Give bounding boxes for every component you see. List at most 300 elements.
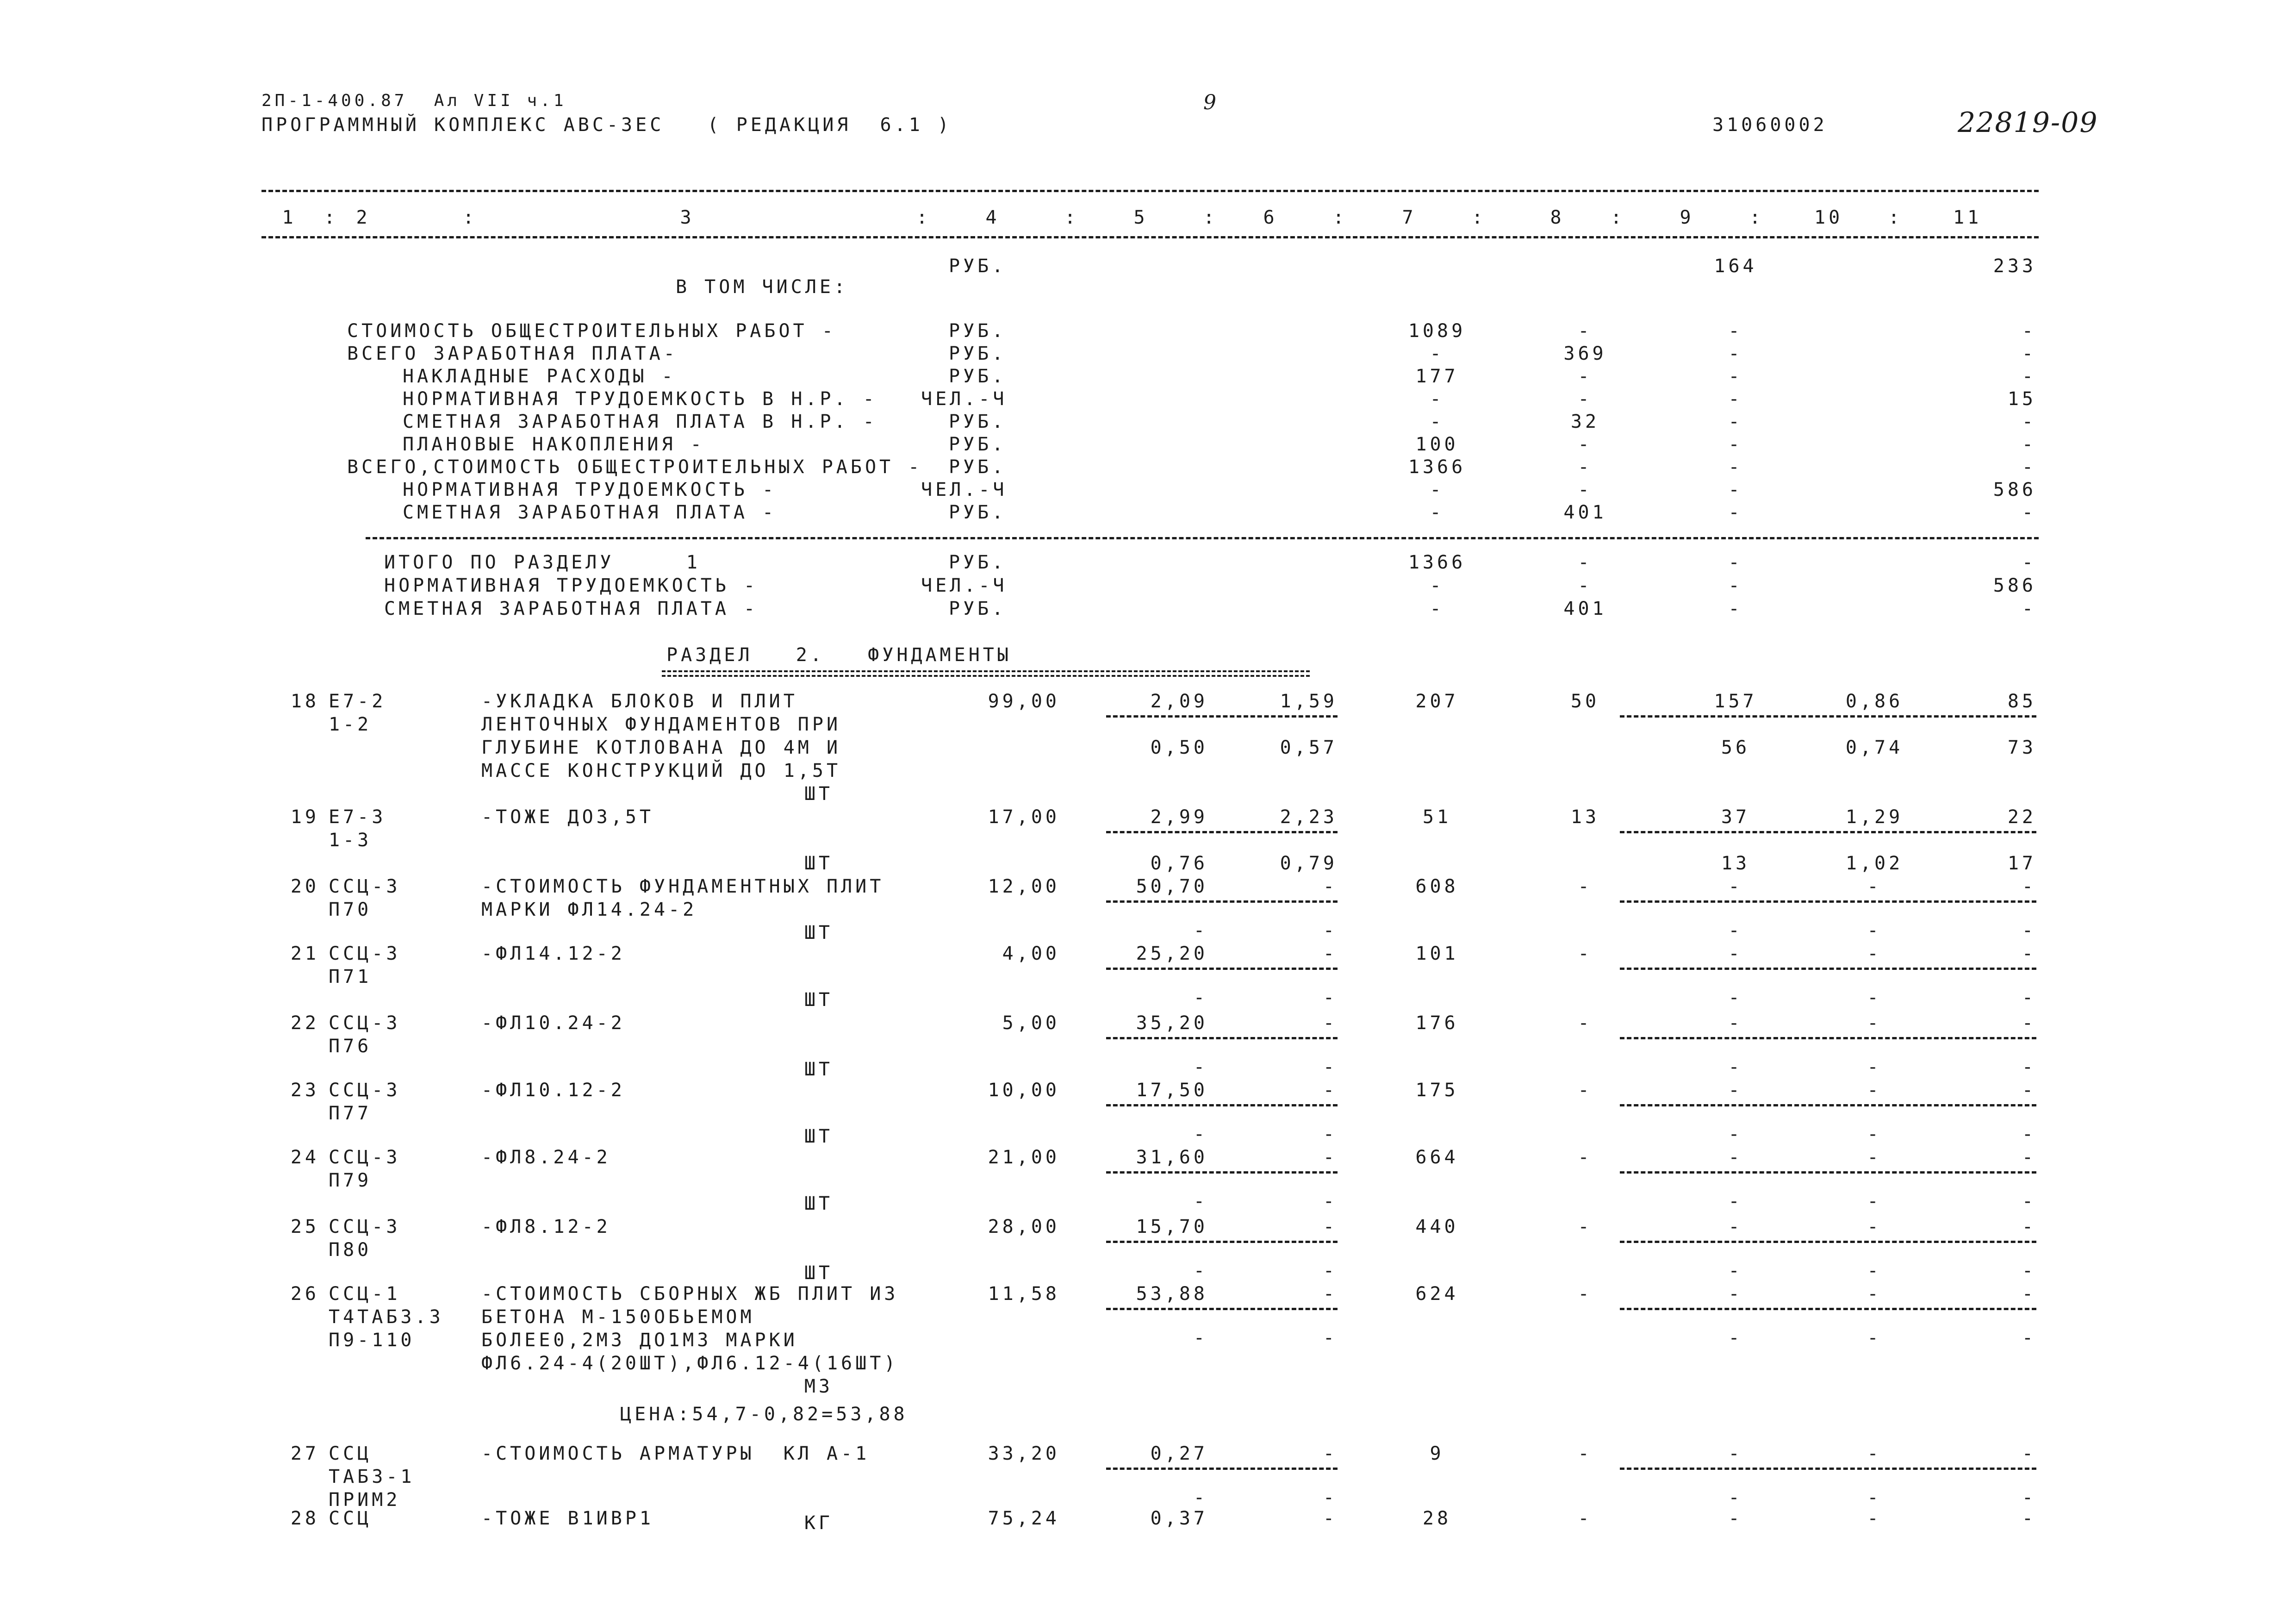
- item-col5: 2,09: [1150, 691, 1208, 712]
- item-col11: -: [2022, 1080, 2036, 1101]
- item-col5-labor: -: [1193, 1124, 1208, 1145]
- item-description: -ФЛ10.12-2: [481, 1080, 625, 1101]
- summary-col7: -: [1430, 502, 1444, 523]
- item-col5: 0,37: [1150, 1508, 1208, 1529]
- summary-col9: -: [1728, 411, 1743, 432]
- document-reference: 2П-1-400.87 Ал VII ч.1: [261, 91, 567, 110]
- item-unit: ШТ: [804, 922, 833, 943]
- summary-col9: -: [1728, 598, 1743, 619]
- item-col10: -: [1867, 1080, 1882, 1101]
- item-code: П9-110: [329, 1330, 415, 1351]
- item-code: П79: [329, 1170, 372, 1191]
- item-col5: 2,99: [1150, 806, 1208, 828]
- item-col5: 53,88: [1136, 1283, 1208, 1305]
- item-unit: ШТ: [804, 1126, 833, 1147]
- item-col5-labor: -: [1193, 1056, 1208, 1078]
- item-col6-labor: -: [1323, 1260, 1338, 1281]
- summary-col11: -: [2022, 456, 2036, 478]
- item-subtotal-rule: [1106, 1308, 1338, 1310]
- item-code: ТАБ3-1: [329, 1466, 415, 1487]
- item-col10: -: [1867, 876, 1882, 897]
- item-col10-labor: -: [1867, 1124, 1882, 1145]
- summary-col7: 1089: [1408, 320, 1466, 342]
- summary-label: СТОИМОСТЬ ОБЩЕСТРОИТЕЛЬНЫХ РАБОТ -: [347, 320, 836, 342]
- item-description: ФЛ6.24-4(20ШТ),ФЛ6.12-4(16ШТ): [481, 1353, 899, 1374]
- summary-unit: РУБ.: [949, 320, 1007, 342]
- item-col7: 664: [1415, 1147, 1459, 1168]
- summary-col9: -: [1728, 575, 1743, 596]
- item-col9-labor: -: [1728, 1260, 1743, 1281]
- item-col10-labor: 0,74: [1845, 737, 1904, 758]
- item-col8: -: [1578, 1508, 1593, 1529]
- item-col9-labor: -: [1728, 1487, 1743, 1508]
- summary-col9: -: [1728, 456, 1743, 478]
- item-col7: 608: [1415, 876, 1459, 897]
- item-col7: 101: [1415, 943, 1459, 964]
- item-col6-labor: 0,79: [1280, 853, 1338, 874]
- item-col11-labor: -: [2022, 1056, 2036, 1078]
- summary-col8: 32: [1570, 411, 1600, 432]
- item-col6: 2,23: [1280, 806, 1338, 828]
- column-separator: :: [1333, 207, 1348, 228]
- item-col10: 0,86: [1845, 691, 1904, 712]
- item-subtotal-rule: [1106, 968, 1338, 970]
- item-col11: -: [2022, 943, 2036, 964]
- summary-col9: -: [1728, 366, 1743, 387]
- item-col9-labor: -: [1728, 920, 1743, 941]
- item-col10-labor: -: [1867, 987, 1882, 1008]
- summary-unit: РУБ.: [949, 411, 1007, 432]
- item-col5: 35,20: [1136, 1012, 1208, 1034]
- item-col10: -: [1867, 943, 1882, 964]
- summary-col11: -: [2022, 320, 2036, 342]
- summary-label: НОРМАТИВНАЯ ТРУДОЕМКОСТЬ В Н.Р. -: [403, 388, 877, 410]
- item-code: ССЦ-3: [329, 1147, 401, 1168]
- item-subtotal-rule: [1106, 715, 1338, 718]
- item-col6-labor: -: [1323, 1191, 1338, 1212]
- item-code: Е7-3: [329, 806, 386, 828]
- item-col7: 28: [1422, 1508, 1452, 1529]
- item-col6: -: [1323, 1443, 1338, 1464]
- item-description: ГЛУБИНЕ КОТЛОВАНА ДО 4М И: [481, 737, 841, 758]
- item-col6: -: [1323, 1147, 1338, 1168]
- item-col11: -: [2022, 1508, 2036, 1529]
- summary-label: СМЕТНАЯ ЗАРАБОТНАЯ ПЛАТА -: [403, 502, 777, 523]
- item-col10: -: [1867, 1147, 1882, 1168]
- column-number-1: 1: [282, 207, 297, 228]
- item-description: -ФЛ8.24-2: [481, 1147, 611, 1168]
- summary-col7: 100: [1415, 434, 1459, 455]
- item-quantity: 99,00: [988, 691, 1060, 712]
- item-number: 20: [290, 876, 319, 897]
- item-code: Е7-2: [329, 691, 386, 712]
- item-description: -ФЛ14.12-2: [481, 943, 625, 964]
- item-col10-labor: -: [1867, 1487, 1882, 1508]
- item-number: 23: [290, 1080, 319, 1101]
- item-col5-labor: 0,76: [1150, 853, 1208, 874]
- item-subtotal-rule: [1106, 1171, 1338, 1174]
- section-title-underline: [662, 670, 1310, 677]
- item-col9-labor: -: [1728, 1327, 1743, 1349]
- summary-col9: -: [1728, 434, 1743, 455]
- item-subtotal-rule: [1106, 831, 1338, 833]
- item-col9: 37: [1721, 806, 1750, 828]
- item-col11-labor: -: [2022, 1327, 2036, 1349]
- item-col8: 13: [1570, 806, 1600, 828]
- column-separator: :: [1888, 207, 1903, 228]
- item-col5: 50,70: [1136, 876, 1208, 897]
- item-col11: -: [2022, 1443, 2036, 1464]
- item-col11: -: [2022, 876, 2036, 897]
- item-code: П70: [329, 899, 372, 920]
- item-col11-labor: -: [2022, 1260, 2036, 1281]
- item-col10: -: [1867, 1283, 1882, 1305]
- summary-col11: 586: [1993, 479, 2036, 500]
- item-col7: 176: [1415, 1012, 1459, 1034]
- item-col8: -: [1578, 1216, 1593, 1237]
- item-description: -СТОИМОСТЬ ФУНДАМЕНТНЫХ ПЛИТ: [481, 876, 884, 897]
- summary-col7: 177: [1415, 366, 1459, 387]
- section-title: РАЗДЕЛ 2. ФУНДАМЕНТЫ: [666, 644, 1012, 666]
- item-subtotal-rule: [1620, 1468, 2036, 1470]
- item-number: 27: [290, 1443, 319, 1464]
- summary-col11: 586: [1993, 575, 2036, 596]
- summary-unit: ЧЕЛ.-Ч: [921, 575, 1008, 596]
- column-header-rule: [261, 236, 2039, 238]
- column-separator: :: [1749, 207, 1764, 228]
- summary-label: ВСЕГО,СТОИМОСТЬ ОБЩЕСТРОИТЕЛЬНЫХ РАБОТ -: [347, 456, 923, 478]
- summary-col9: -: [1728, 479, 1743, 500]
- item-col9-labor: -: [1728, 1191, 1743, 1212]
- item-subtotal-rule: [1620, 1171, 2036, 1174]
- program-name: ПРОГРАММНЫЙ КОМПЛЕКС АВС-3ЕС ( РЕДАКЦИЯ 6.1 ): [261, 114, 952, 136]
- item-price-note: ЦЕНА:54,7-0,82=53,88: [620, 1404, 908, 1425]
- summary-col7: 1366: [1408, 456, 1466, 478]
- summary-col8: 401: [1563, 598, 1607, 619]
- item-number: 24: [290, 1147, 319, 1168]
- column-number-5: 5: [1133, 207, 1148, 228]
- item-col11-labor: -: [2022, 1191, 2036, 1212]
- summary-unit: ЧЕЛ.-Ч: [921, 388, 1008, 410]
- summary-col7: -: [1430, 479, 1444, 500]
- item-col6-labor: 0,57: [1280, 737, 1338, 758]
- item-quantity: 17,00: [988, 806, 1060, 828]
- item-col11-labor: -: [2022, 987, 2036, 1008]
- item-quantity: 10,00: [988, 1080, 1060, 1101]
- item-col8: -: [1578, 1443, 1593, 1464]
- item-unit: ШТ: [804, 1262, 833, 1284]
- column-separator: :: [1203, 207, 1218, 228]
- summary-col8: 369: [1563, 343, 1607, 364]
- item-code: Т4ТАБ3.3: [329, 1306, 444, 1328]
- item-col8: -: [1578, 1147, 1593, 1168]
- item-col9-labor: -: [1728, 987, 1743, 1008]
- item-subtotal-rule: [1106, 1241, 1338, 1243]
- item-col9-labor: 56: [1721, 737, 1750, 758]
- first-total-col9: 164: [1714, 256, 1757, 277]
- item-subtotal-rule: [1620, 900, 2036, 903]
- item-quantity: 4,00: [1002, 943, 1060, 964]
- item-col8: -: [1578, 876, 1593, 897]
- item-col7: 175: [1415, 1080, 1459, 1101]
- item-unit: М3: [804, 1376, 833, 1397]
- summary-label: ВСЕГО ЗАРАБОТНАЯ ПЛАТА-: [347, 343, 678, 364]
- item-col5-labor: -: [1193, 1260, 1208, 1281]
- item-code: ССЦ-3: [329, 876, 401, 897]
- summary-unit: ЧЕЛ.-Ч: [921, 479, 1008, 500]
- item-subtotal-rule: [1106, 1037, 1338, 1039]
- summary-col9: -: [1728, 388, 1743, 410]
- column-separator: :: [916, 207, 931, 228]
- item-unit: ШТ: [804, 853, 833, 874]
- column-separator: :: [463, 207, 478, 228]
- item-col11-labor: 17: [2007, 853, 2036, 874]
- item-col7: 624: [1415, 1283, 1459, 1305]
- item-col5-labor: -: [1193, 920, 1208, 941]
- column-separator: :: [1064, 207, 1079, 228]
- item-col5: 17,50: [1136, 1080, 1208, 1101]
- item-quantity: 21,00: [988, 1147, 1060, 1168]
- item-col11-labor: -: [2022, 1487, 2036, 1508]
- item-subtotal-rule: [1620, 1308, 2036, 1310]
- item-col9: -: [1728, 1508, 1743, 1529]
- summary-unit: РУБ.: [949, 366, 1007, 387]
- item-col7: 207: [1415, 691, 1459, 712]
- summary-col8: -: [1578, 456, 1593, 478]
- item-col9-labor: -: [1728, 1056, 1743, 1078]
- summary-label: ПЛАНОВЫЕ НАКОПЛЕНИЯ -: [403, 434, 705, 455]
- summary-col8: -: [1578, 366, 1593, 387]
- item-col6: -: [1323, 1283, 1338, 1305]
- item-code: П71: [329, 966, 372, 987]
- item-col6: -: [1323, 943, 1338, 964]
- item-description: МАССЕ КОНСТРУКЦИЙ ДО 1,5Т: [481, 760, 841, 781]
- item-col6: -: [1323, 876, 1338, 897]
- item-quantity: 12,00: [988, 876, 1060, 897]
- item-col6: 1,59: [1280, 691, 1338, 712]
- item-col8: -: [1578, 1283, 1593, 1305]
- item-quantity: 11,58: [988, 1283, 1060, 1305]
- item-number: 22: [290, 1012, 319, 1034]
- item-col10: -: [1867, 1443, 1882, 1464]
- column-number-3: 3: [680, 207, 695, 228]
- summary-col9: -: [1728, 343, 1743, 364]
- item-col10-labor: -: [1867, 1260, 1882, 1281]
- item-col11: 22: [2007, 806, 2036, 828]
- item-col9: -: [1728, 1443, 1743, 1464]
- summary-unit: РУБ.: [949, 434, 1007, 455]
- summary-col9: -: [1728, 320, 1743, 342]
- item-description: БОЛЕЕ0,2М3 ДО1М3 МАРКИ: [481, 1330, 798, 1351]
- item-description: -УКЛАДКА БЛОКОВ И ПЛИТ: [481, 691, 798, 712]
- summary-unit: РУБ.: [949, 552, 1007, 573]
- item-col11: -: [2022, 1216, 2036, 1237]
- summary-col9: -: [1728, 502, 1743, 523]
- item-col6-labor: -: [1323, 1487, 1338, 1508]
- item-subtotal-rule: [1106, 1468, 1338, 1470]
- item-col6: -: [1323, 1508, 1338, 1529]
- item-code: ССЦ-3: [329, 1012, 401, 1034]
- summary-unit: РУБ.: [949, 456, 1007, 478]
- item-quantity: 75,24: [988, 1508, 1060, 1529]
- item-col9: 157: [1714, 691, 1757, 712]
- summary-label: СМЕТНАЯ ЗАРАБОТНАЯ ПЛАТА -: [384, 598, 759, 619]
- item-col9: -: [1728, 1012, 1743, 1034]
- column-separator: :: [1611, 207, 1625, 228]
- item-code: ССЦ-3: [329, 1080, 401, 1101]
- summary-unit: РУБ.: [949, 598, 1007, 619]
- item-col5: 15,70: [1136, 1216, 1208, 1237]
- item-col7: 440: [1415, 1216, 1459, 1237]
- item-col11: -: [2022, 1283, 2036, 1305]
- item-col11-labor: 73: [2007, 737, 2036, 758]
- column-number-9: 9: [1680, 207, 1694, 228]
- item-subtotal-rule: [1620, 715, 2036, 718]
- registration-stamp: 22819-09: [1958, 106, 2098, 139]
- page-number: 9: [1203, 91, 1217, 114]
- column-number-4: 4: [985, 207, 1000, 228]
- summary-col11: -: [2022, 502, 2036, 523]
- item-col5: 31,60: [1136, 1147, 1208, 1168]
- item-subtotal-rule: [1620, 831, 2036, 833]
- column-number-2: 2: [356, 207, 371, 228]
- item-col11: -: [2022, 1012, 2036, 1034]
- item-col9: -: [1728, 1283, 1743, 1305]
- first-total-col11: 233: [1993, 256, 2036, 277]
- summary-col7: 1366: [1408, 552, 1466, 573]
- item-description: МАРКИ ФЛ14.24-2: [481, 899, 697, 920]
- item-quantity: 33,20: [988, 1443, 1060, 1464]
- item-code: П77: [329, 1103, 372, 1124]
- summary-col11: -: [2022, 598, 2036, 619]
- item-col5-labor: -: [1193, 1327, 1208, 1349]
- item-col8: -: [1578, 1012, 1593, 1034]
- item-code: 1-2: [329, 714, 372, 735]
- column-number-10: 10: [1814, 207, 1843, 228]
- summary-col11: -: [2022, 343, 2036, 364]
- summary-col7: -: [1430, 343, 1444, 364]
- item-col10: -: [1867, 1012, 1882, 1034]
- summary-col8: -: [1578, 320, 1593, 342]
- item-col5-labor: -: [1193, 1487, 1208, 1508]
- item-col6-labor: -: [1323, 1056, 1338, 1078]
- summary-label: ИТОГО ПО РАЗДЕЛУ 1: [384, 552, 701, 573]
- item-subtotal-rule: [1620, 1241, 2036, 1243]
- item-code: ССЦ-1: [329, 1283, 401, 1305]
- item-unit: ШТ: [804, 1193, 833, 1214]
- item-description: -СТОИМОСТЬ СБОРНЫХ ЖБ ПЛИТ ИЗ: [481, 1283, 899, 1305]
- summary-label: НАКЛАДНЫЕ РАСХОДЫ -: [403, 366, 676, 387]
- item-col11-labor: -: [2022, 920, 2036, 941]
- item-col10: -: [1867, 1508, 1882, 1529]
- item-description: БЕТОНА М-150ОБЬЕМОМ: [481, 1306, 755, 1328]
- item-code: ССЦ-3: [329, 943, 401, 964]
- item-code: ССЦ-3: [329, 1216, 401, 1237]
- summary-label: НОРМАТИВНАЯ ТРУДОЕМКОСТЬ -: [384, 575, 759, 596]
- item-col9-labor: 13: [1721, 853, 1750, 874]
- summary-unit: РУБ.: [949, 502, 1007, 523]
- column-number-7: 7: [1402, 207, 1417, 228]
- item-col10-labor: -: [1867, 1191, 1882, 1212]
- item-description: -ФЛ8.12-2: [481, 1216, 611, 1237]
- item-col10-labor: -: [1867, 920, 1882, 941]
- item-col5: 0,27: [1150, 1443, 1208, 1464]
- item-subtotal-rule: [1620, 968, 2036, 970]
- item-col11-labor: -: [2022, 1124, 2036, 1145]
- item-code: 1-3: [329, 830, 372, 851]
- item-description: -ФЛ10.24-2: [481, 1012, 625, 1034]
- item-col6-labor: -: [1323, 920, 1338, 941]
- summary-col11: -: [2022, 552, 2036, 573]
- item-col11: -: [2022, 1147, 2036, 1168]
- item-col5-labor: 0,50: [1150, 737, 1208, 758]
- item-col9: -: [1728, 1080, 1743, 1101]
- item-number: 21: [290, 943, 319, 964]
- item-col7: 51: [1422, 806, 1452, 828]
- item-code: ССЦ: [329, 1508, 372, 1529]
- item-subtotal-rule: [1106, 900, 1338, 903]
- column-separator: :: [1472, 207, 1487, 228]
- item-code: П76: [329, 1036, 372, 1057]
- item-subtotal-rule: [1106, 1104, 1338, 1106]
- item-quantity: 5,00: [1002, 1012, 1060, 1034]
- item-quantity: 28,00: [988, 1216, 1060, 1237]
- document-code: 31060002: [1712, 114, 1828, 136]
- summary-col11: 15: [2007, 388, 2036, 410]
- item-col10-labor: 1,02: [1845, 853, 1904, 874]
- summary-col8: -: [1578, 552, 1593, 573]
- item-col9: -: [1728, 876, 1743, 897]
- summary-col8: -: [1578, 388, 1593, 410]
- summary-col8: -: [1578, 479, 1593, 500]
- item-subtotal-rule: [1620, 1104, 2036, 1106]
- item-description: -СТОИМОСТЬ АРМАТУРЫ КЛ А-1: [481, 1443, 870, 1464]
- item-col8: 50: [1570, 691, 1600, 712]
- including-label: В ТОМ ЧИСЛЕ:: [676, 276, 848, 298]
- column-number-8: 8: [1550, 207, 1565, 228]
- summary-label: СМЕТНАЯ ЗАРАБОТНАЯ ПЛАТА В Н.Р. -: [403, 411, 877, 432]
- item-description: ЛЕНТОЧНЫХ ФУНДАМЕНТОВ ПРИ: [481, 714, 841, 735]
- item-code: П80: [329, 1239, 372, 1261]
- summary-col7: -: [1430, 598, 1444, 619]
- summary-col11: -: [2022, 411, 2036, 432]
- summary-unit: РУБ.: [949, 343, 1007, 364]
- item-number: 19: [290, 806, 319, 828]
- item-col8: -: [1578, 943, 1593, 964]
- summary-col7: -: [1430, 575, 1444, 596]
- item-col10-labor: -: [1867, 1056, 1882, 1078]
- item-col9: -: [1728, 943, 1743, 964]
- item-unit: ШТ: [804, 989, 833, 1011]
- summary-col11: -: [2022, 434, 2036, 455]
- item-col7: 9: [1430, 1443, 1444, 1464]
- item-description: -ТОЖЕ ДО3,5Т: [481, 806, 654, 828]
- item-col6-labor: -: [1323, 987, 1338, 1008]
- item-col5: 25,20: [1136, 943, 1208, 964]
- summary-rule: [366, 537, 2039, 539]
- item-unit: КГ: [804, 1512, 833, 1534]
- item-number: 26: [290, 1283, 319, 1305]
- item-col6: -: [1323, 1216, 1338, 1237]
- column-number-6: 6: [1263, 207, 1278, 228]
- summary-label: НОРМАТИВНАЯ ТРУДОЕМКОСТЬ -: [403, 479, 777, 500]
- item-col9: -: [1728, 1216, 1743, 1237]
- item-code: ПРИМ2: [329, 1489, 401, 1511]
- summary-col7: -: [1430, 388, 1444, 410]
- table-top-rule: [261, 190, 2039, 192]
- item-number: 25: [290, 1216, 319, 1237]
- item-col11: 85: [2007, 691, 2036, 712]
